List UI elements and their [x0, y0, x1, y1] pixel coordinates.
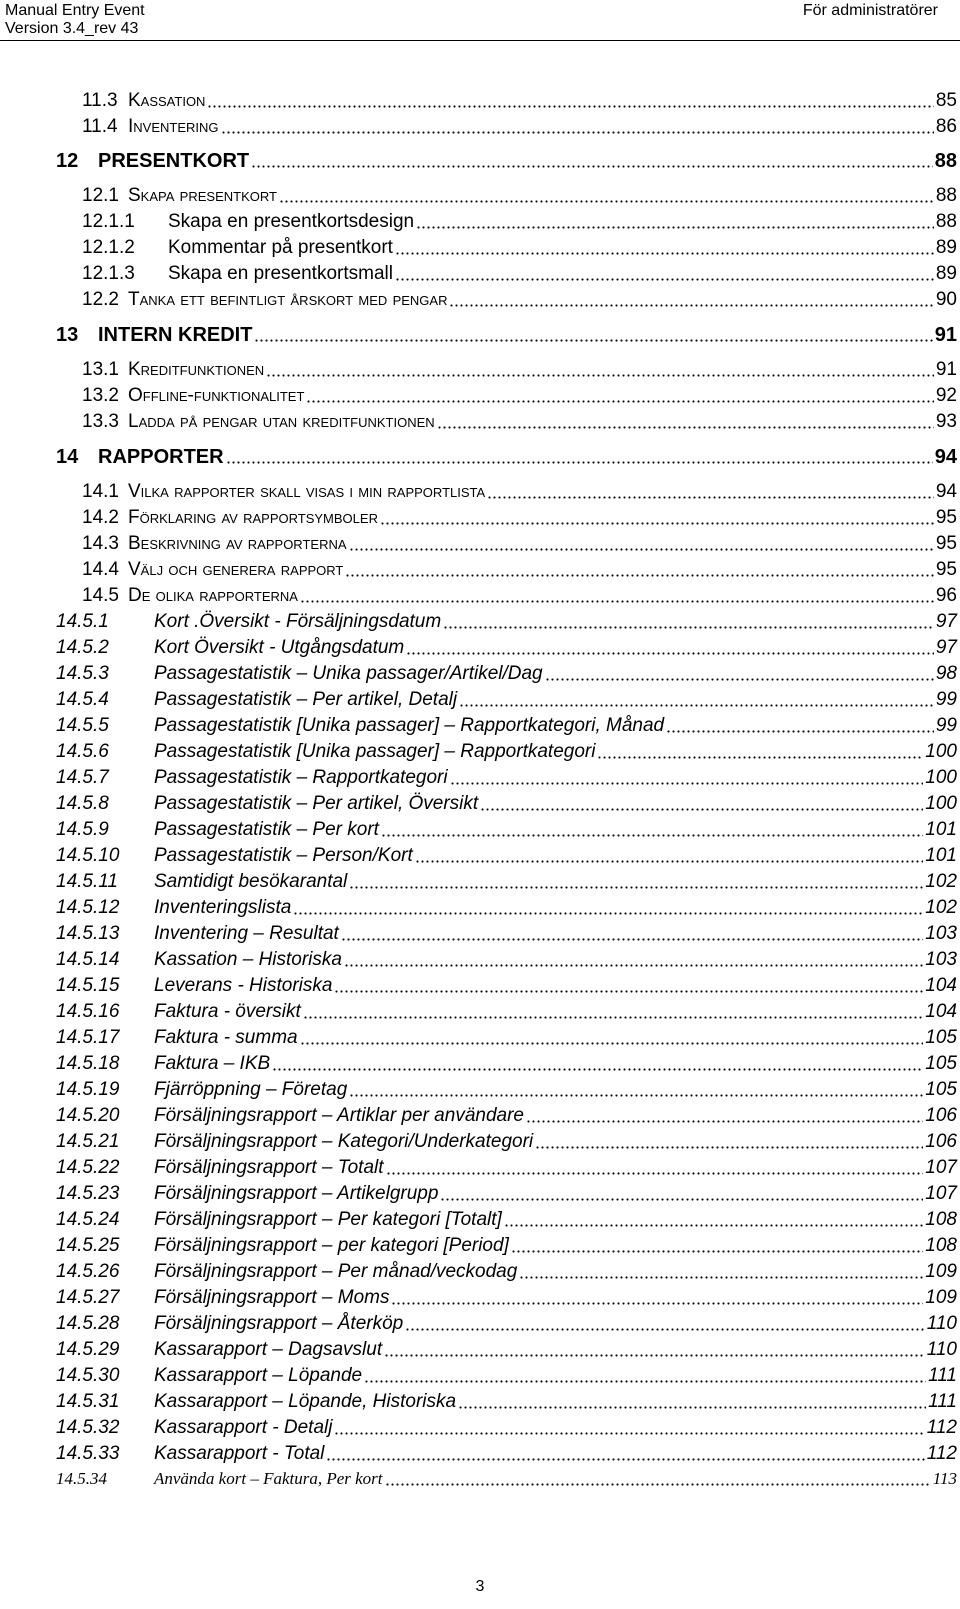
toc-entry-title: Passagestatistik – Unika passager/Artikel/Dag	[154, 663, 543, 684]
toc-entry-number: 14.5.13	[56, 923, 120, 944]
toc-entry-title: Passagestatistik – Per artikel, Översikt	[154, 793, 479, 814]
toc-entry[interactable]	[56, 477, 957, 503]
toc-entry-title: Försäljningsrapport – Totalt	[154, 1157, 384, 1178]
toc-dot-leader	[334, 990, 923, 993]
toc-entry-title: Kassarapport - Detalj	[154, 1417, 333, 1438]
toc-entry[interactable]	[56, 711, 957, 737]
toc-entry-number: 14.5.7	[56, 767, 109, 788]
toc-entry-page: 105	[925, 1027, 957, 1048]
toc-entry[interactable]	[56, 1049, 957, 1075]
toc-entry-title: Försäljningsrapport – Moms	[154, 1287, 390, 1308]
toc-dot-leader	[511, 1250, 923, 1253]
toc-dot-leader	[526, 1120, 923, 1123]
toc-dot-leader	[380, 522, 934, 525]
toc-entry[interactable]	[56, 737, 957, 763]
toc-entry-page: 88	[934, 150, 957, 172]
toc-entry-number: 14.5.25	[56, 1235, 120, 1256]
toc-dot-leader	[349, 1094, 923, 1097]
toc-entry-page: 97	[935, 637, 957, 658]
toc-entry-page: 94	[935, 481, 957, 502]
toc-dot-leader	[272, 1068, 923, 1071]
toc-entry-number: 13.1	[82, 359, 119, 380]
toc-dot-leader	[406, 652, 934, 655]
toc-dot-leader	[386, 1172, 924, 1175]
toc-entry-number: 14.5.19	[56, 1079, 120, 1100]
toc-entry-title: Kort .Översikt - Försäljningsdatum	[154, 611, 442, 632]
toc-entry-number: 11.3	[82, 90, 118, 111]
toc-entry-number: 14.5.6	[56, 741, 109, 762]
toc-entry[interactable]	[56, 1231, 957, 1257]
toc-dot-leader	[459, 704, 934, 707]
toc-dot-leader	[395, 278, 934, 281]
toc-entry-title: Kassation – Historiska	[154, 949, 342, 970]
toc-entry-number: 13.3	[82, 411, 119, 432]
toc-entry[interactable]	[56, 555, 957, 581]
toc-entry-number: 14.4	[82, 559, 119, 580]
toc-entry-page: 103	[925, 949, 957, 970]
toc-entry-title: Inventering – Resultat	[154, 923, 339, 944]
toc-entry[interactable]	[56, 789, 957, 815]
toc-entry-page: 100	[925, 741, 957, 762]
toc-entry[interactable]	[56, 503, 957, 529]
toc-entry[interactable]	[56, 207, 957, 233]
toc-entry-title: Offline-funktionalitet	[128, 385, 305, 406]
toc-entry[interactable]	[56, 633, 957, 659]
toc-entry-page: 100	[925, 767, 957, 788]
toc-entry-page: 89	[935, 237, 957, 258]
toc-entry-number: 14.5.11	[56, 871, 118, 892]
toc-entry-title: Försäljningsrapport – Artikelgrupp	[154, 1183, 439, 1204]
header-divider	[0, 40, 960, 41]
toc-entry-title: Kreditfunktionen	[128, 359, 265, 380]
toc-entry-number: 14.5.28	[56, 1313, 120, 1334]
toc-entry-page: 97	[935, 611, 957, 632]
toc-dot-leader	[487, 496, 934, 499]
toc-dot-leader	[334, 1432, 924, 1435]
toc-entry-page: 101	[925, 819, 957, 840]
toc-entry-number: 13	[56, 324, 79, 346]
toc-entry-number: 14.5.23	[56, 1183, 120, 1204]
toc-entry-title: Försäljningsrapport – Per kategori [Totalt]	[154, 1209, 502, 1230]
toc-dot-leader	[449, 304, 933, 307]
toc-entry-title: Vilka rapporter skall visas i min rapportlista	[128, 481, 486, 502]
toc-entry[interactable]	[56, 1153, 957, 1179]
toc-dot-leader	[345, 574, 933, 577]
toc-dot-leader	[405, 1328, 924, 1331]
toc-entry-number: 14.5.31	[56, 1391, 120, 1412]
toc-entry[interactable]	[56, 945, 957, 971]
toc-entry-number: 14.5.15	[56, 975, 120, 996]
toc-entry-number: 14.5.3	[56, 663, 109, 684]
toc-entry-title: Passagestatistik – Person/Kort	[154, 845, 413, 866]
toc-entry-title: Försäljningsrapport – Kategori/Underkategori	[154, 1131, 534, 1152]
toc-entry[interactable]	[56, 1257, 957, 1283]
toc-entry-page: 96	[935, 585, 957, 606]
toc-entry-title: Kassation	[128, 90, 206, 111]
toc-entry[interactable]	[56, 1075, 957, 1101]
header-left	[5, 2, 145, 38]
toc-dot-leader	[300, 600, 934, 603]
toc-entry-title: Beskrivning av rapporterna	[128, 533, 347, 554]
toc-entry-title: Kassarapport - Total	[154, 1443, 325, 1464]
toc-entry-title: Samtidigt besökarantal	[154, 871, 348, 892]
toc-entry-title: Försäljningsrapport – Per månad/veckodag	[154, 1261, 518, 1282]
page-number: 3	[475, 1578, 485, 1595]
toc-entry[interactable]	[56, 381, 957, 407]
toc-entry-number: 14.5.22	[56, 1157, 120, 1178]
toc-entry-number: 14.3	[82, 533, 119, 554]
toc-entry-page: 105	[925, 1053, 957, 1074]
toc-dot-leader	[385, 1483, 931, 1486]
toc-entry[interactable]	[56, 1309, 957, 1335]
toc-entry-page: 98	[935, 663, 957, 684]
toc-entry-number: 14.5.16	[56, 1001, 120, 1022]
toc-entry-number: 13.2	[82, 385, 119, 406]
toc-entry-page: 106	[925, 1131, 957, 1152]
toc-entry-number: 12.1.2	[82, 237, 135, 258]
toc-entry-number: 14.1	[82, 481, 119, 502]
toc-entry[interactable]	[56, 1464, 957, 1490]
toc-dot-leader	[415, 860, 924, 863]
toc-entry-title: Inventering	[128, 116, 219, 137]
toc-entry[interactable]	[56, 997, 957, 1023]
toc-entry-page: 91	[935, 359, 957, 380]
toc-entry-number: 14.5.27	[56, 1287, 120, 1308]
toc-dot-leader	[395, 252, 934, 255]
toc-entry-page: 92	[935, 385, 957, 406]
toc-entry-page: 99	[935, 689, 957, 710]
toc-entry-number: 14.5.34	[56, 1469, 107, 1488]
toc-dot-leader	[326, 1458, 924, 1461]
toc-dot-leader	[306, 400, 933, 403]
toc-entry-page: 105	[925, 1079, 957, 1100]
toc-entry[interactable]	[56, 1179, 957, 1205]
toc-dot-leader	[597, 756, 923, 759]
toc-entry-number: 14	[56, 446, 79, 468]
toc-entry-page: 106	[925, 1105, 957, 1126]
toc-entry-title: PRESENTKORT	[98, 150, 250, 172]
toc-dot-leader	[381, 834, 923, 837]
toc-entry-page: 104	[925, 1001, 957, 1022]
toc-entry-title: Skapa en presentkortsmall	[168, 263, 393, 284]
toc-entry-number: 14.5.29	[56, 1339, 120, 1360]
toc-entry[interactable]	[56, 146, 957, 172]
toc-entry-title: Kommentar på presentkort	[168, 237, 393, 258]
toc-entry-title: Faktura – IKB	[154, 1053, 271, 1074]
toc-entry-number: 12.2	[82, 289, 119, 310]
toc-dot-leader	[416, 226, 934, 229]
toc-entry-title: Passagestatistik – Rapportkategori	[154, 767, 448, 788]
toc-entry-page: 113	[932, 1469, 957, 1488]
toc-entry-number: 14.5.5	[56, 715, 109, 736]
toc-entry[interactable]	[56, 181, 957, 207]
toc-entry-title: Försäljningsrapport – Återköp	[154, 1313, 404, 1334]
toc-entry-page: 102	[925, 871, 957, 892]
toc-entry[interactable]	[56, 1335, 957, 1361]
toc-entry[interactable]	[56, 112, 957, 138]
toc-entry-title: Tanka ett befintligt årskort med pengar	[128, 289, 448, 310]
toc-entry-page: 108	[925, 1209, 957, 1230]
toc-entry-title: Förklaring av rapportsymboler	[128, 507, 378, 528]
toc-entry-title: Kassarapport – Dagsavslut	[154, 1339, 383, 1360]
document-version: Version 3.4_rev 43	[5, 20, 139, 37]
toc-entry[interactable]	[56, 893, 957, 919]
toc-entry-page: 111	[928, 1365, 957, 1386]
toc-entry-title: De olika rapporterna	[128, 585, 298, 606]
toc-entry-page: 95	[935, 507, 957, 528]
toc-dot-leader	[384, 1354, 925, 1357]
toc-entry[interactable]	[56, 1101, 957, 1127]
toc-entry-page: 88	[935, 211, 957, 232]
toc-entry-number: 14.5.24	[56, 1209, 120, 1230]
toc-entry-number: 14.5.9	[56, 819, 109, 840]
toc-dot-leader	[519, 1276, 923, 1279]
toc-entry-number: 14.5.14	[56, 949, 120, 970]
toc-entry-number: 12.1	[82, 185, 119, 206]
toc-entry-title: Skapa en presentkortsdesign	[168, 211, 415, 232]
toc-dot-leader	[450, 782, 924, 785]
toc-entry[interactable]	[56, 763, 957, 789]
toc-entry-title: Använda kort – Faktura, Per kort	[154, 1469, 383, 1488]
toc-entry-title: Passagestatistik – Per kort	[154, 819, 379, 840]
toc-entry-number: 14.5.8	[56, 793, 109, 814]
toc-entry-page: 109	[925, 1287, 957, 1308]
toc-dot-leader	[349, 548, 934, 551]
toc-entry-page: 94	[934, 446, 957, 468]
toc-entry[interactable]	[56, 1127, 957, 1153]
toc-entry-title: Välj och generera rapport	[128, 559, 344, 580]
toc-entry-number: 12	[56, 150, 79, 172]
toc-entry-title: Faktura - summa	[154, 1027, 298, 1048]
toc-entry[interactable]	[56, 1361, 957, 1387]
toc-entry-page: 112	[926, 1417, 957, 1438]
toc-entry-page: 88	[935, 185, 957, 206]
toc-entry-page: 90	[935, 289, 957, 310]
toc-entry[interactable]	[56, 259, 957, 285]
toc-entry-number: 14.5	[82, 585, 119, 606]
toc-dot-leader	[437, 426, 934, 429]
document-title: Manual Entry Event	[5, 2, 145, 19]
toc-dot-leader	[221, 131, 934, 134]
toc-entry-title: Passagestatistik – Per artikel, Detalj	[154, 689, 458, 710]
toc-dot-leader	[545, 678, 934, 681]
toc-entry-page: 107	[925, 1183, 957, 1204]
toc-entry[interactable]	[56, 659, 957, 685]
toc-entry-page: 101	[925, 845, 957, 866]
toc-entry[interactable]	[56, 407, 957, 433]
toc-entry-title: Skapa presentkort	[128, 185, 277, 206]
toc-dot-leader	[535, 1146, 923, 1149]
toc-entry-page: 111	[928, 1391, 957, 1412]
toc-entry[interactable]	[56, 971, 957, 997]
toc-entry-number: 14.5.1	[56, 611, 109, 632]
toc-entry-page: 102	[925, 897, 957, 918]
toc-entry[interactable]	[56, 815, 957, 841]
toc-dot-leader	[344, 964, 923, 967]
toc-entry-number: 14.5.10	[56, 845, 120, 866]
toc-entry-page: 100	[925, 793, 957, 814]
toc-dot-leader	[303, 1016, 924, 1019]
toc-dot-leader	[391, 1302, 923, 1305]
toc-entry-title: RAPPORTER	[98, 446, 224, 468]
toc-entry[interactable]	[56, 1413, 957, 1439]
toc-entry-number: 14.5.17	[56, 1027, 120, 1048]
toc-entry-title: Försäljningsrapport – Artiklar per användare	[154, 1105, 524, 1126]
toc-entry-page: 112	[926, 1443, 957, 1464]
toc-entry-page: 89	[935, 263, 957, 284]
toc-entry-number: 14.5.18	[56, 1053, 120, 1074]
toc-entry-page: 91	[934, 324, 957, 346]
toc-dot-leader	[480, 808, 923, 811]
toc-dot-leader	[364, 1380, 926, 1383]
toc-entry[interactable]	[56, 685, 957, 711]
toc-entry-title: INTERN KREDIT	[98, 324, 253, 346]
toc-entry[interactable]	[56, 607, 957, 633]
toc-entry[interactable]	[56, 86, 957, 112]
toc-entry-number: 14.5.32	[56, 1417, 120, 1438]
toc-entry[interactable]	[56, 1283, 957, 1309]
toc-entry[interactable]	[56, 841, 957, 867]
toc-dot-leader	[458, 1406, 926, 1409]
toc-entry-page: 93	[935, 411, 957, 432]
toc-dot-leader	[251, 165, 933, 168]
toc-entry[interactable]	[56, 1439, 957, 1465]
toc-entry-page: 99	[935, 715, 957, 736]
toc-entry[interactable]	[56, 1387, 957, 1413]
toc-entry-page: 95	[935, 533, 957, 554]
toc-entry[interactable]	[56, 1023, 957, 1049]
toc-dot-leader	[349, 886, 923, 889]
toc-dot-leader	[254, 339, 932, 342]
toc-entry-title: Faktura - översikt	[154, 1001, 301, 1022]
toc-entry-number: 14.2	[82, 507, 119, 528]
toc-entry-number: 12.1.3	[82, 263, 135, 284]
toc-entry[interactable]	[56, 355, 957, 381]
toc-entry-number: 14.5.33	[56, 1443, 120, 1464]
toc-dot-leader	[300, 1042, 924, 1045]
toc-entry-title: Kassarapport – Löpande, Historiska	[154, 1391, 457, 1412]
toc-dot-leader	[666, 730, 934, 733]
toc-entry-page: 104	[925, 975, 957, 996]
toc-dot-leader	[279, 200, 934, 203]
toc-entry-title: Ladda på pengar utan kreditfunktionen	[128, 411, 435, 432]
toc-entry-page: 109	[925, 1261, 957, 1282]
toc-entry-page: 107	[925, 1157, 957, 1178]
toc-entry[interactable]	[56, 442, 957, 468]
toc-entry-number: 11.4	[82, 116, 118, 137]
toc-entry[interactable]	[56, 581, 957, 607]
toc-entry[interactable]	[56, 867, 957, 893]
toc-entry-page: 108	[925, 1235, 957, 1256]
toc-entry-title: Fjärröppning – Företag	[154, 1079, 348, 1100]
toc-entry-title: Passagestatistik [Unika passager] – Rapportkategori, Månad	[154, 715, 665, 736]
toc-entry-number: 14.5.30	[56, 1365, 120, 1386]
toc-dot-leader	[207, 105, 933, 108]
toc-dot-leader	[293, 912, 923, 915]
toc-dot-leader	[226, 461, 933, 464]
toc-entry-number: 14.5.20	[56, 1105, 120, 1126]
toc-dot-leader	[440, 1198, 923, 1201]
toc-entry-page: 103	[925, 923, 957, 944]
toc-entry-page: 86	[935, 116, 957, 137]
toc-entry-number: 14.5.26	[56, 1261, 120, 1282]
toc-entry-number: 14.5.21	[56, 1131, 120, 1152]
toc-entry-number: 12.1.1	[82, 211, 135, 232]
toc-dot-leader	[504, 1224, 923, 1227]
toc-entry[interactable]	[56, 529, 957, 555]
toc-entry-page: 85	[935, 90, 957, 111]
toc-entry[interactable]	[56, 1205, 957, 1231]
toc-entry-title: Leverans - Historiska	[154, 975, 333, 996]
toc-entry-title: Kort Översikt - Utgångsdatum	[154, 637, 405, 658]
toc-entry-page: 95	[935, 559, 957, 580]
toc-dot-leader	[443, 626, 934, 629]
toc-entry-number: 14.5.2	[56, 637, 109, 658]
toc-entry-title: Passagestatistik [Unika passager] – Rapportkategori	[154, 741, 596, 762]
toc-dot-leader	[266, 374, 934, 377]
page-header	[0, 0, 960, 42]
toc-entry[interactable]	[56, 919, 957, 945]
toc-dot-leader	[341, 938, 923, 941]
toc-entry-title: Inventeringslista	[154, 897, 292, 918]
toc-entry-number: 14.5.4	[56, 689, 109, 710]
document-audience: För administratörer	[802, 2, 938, 19]
toc-entry-page: 110	[926, 1313, 957, 1334]
toc-entry-page: 110	[926, 1339, 957, 1360]
toc-entry[interactable]	[56, 320, 957, 346]
toc-entry[interactable]	[56, 285, 957, 311]
toc-entry-title: Försäljningsrapport – per kategori [Period]	[154, 1235, 509, 1256]
toc-entry-title: Kassarapport – Löpande	[154, 1365, 363, 1386]
toc-entry[interactable]	[56, 233, 957, 259]
toc-entry-number: 14.5.12	[56, 897, 120, 918]
